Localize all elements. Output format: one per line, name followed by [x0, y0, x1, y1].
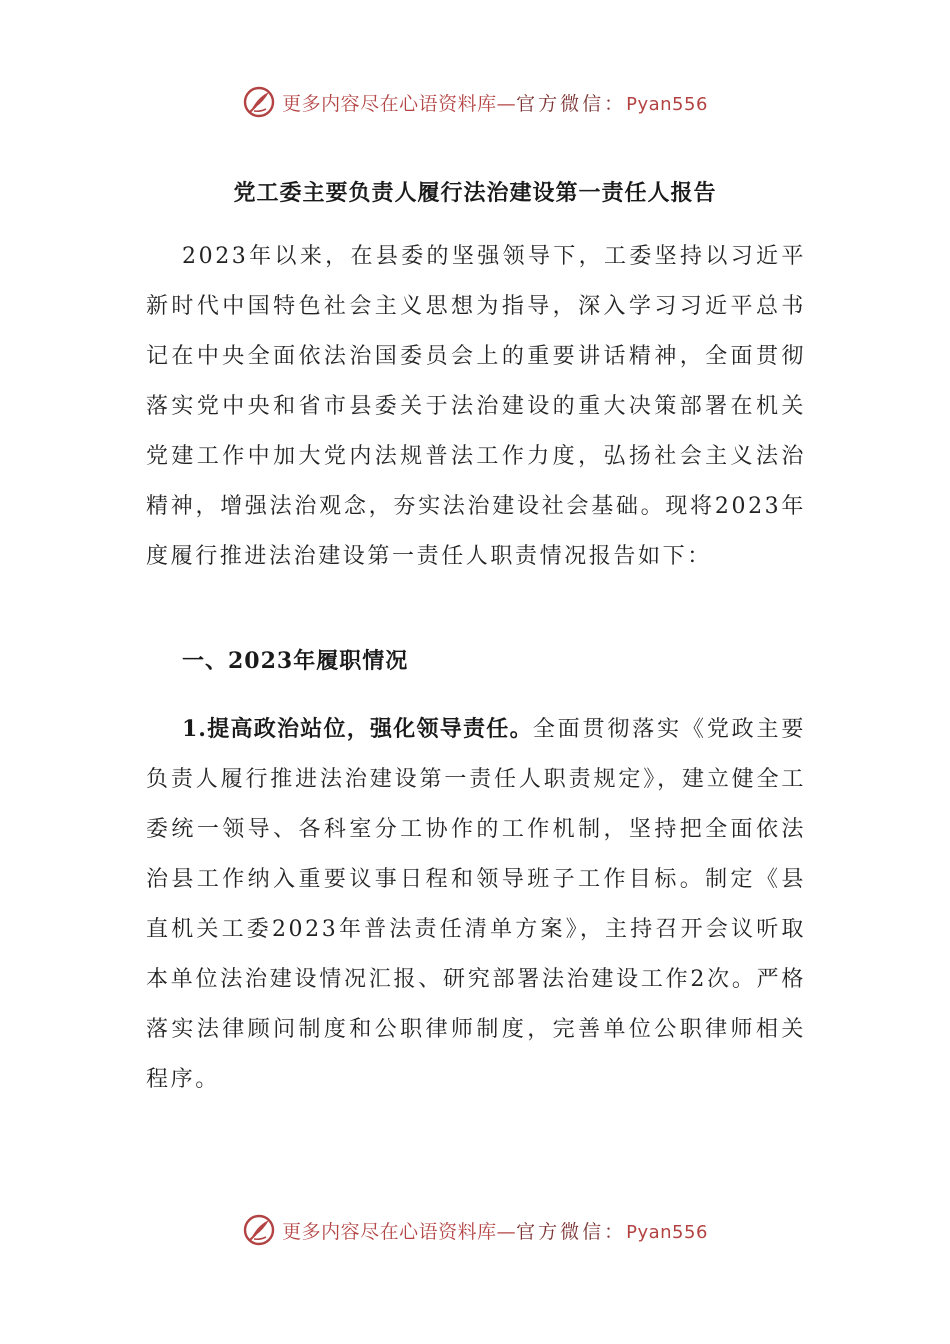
- intro-paragraph: 2023年以来，在县委的坚强领导下，工委坚持以习近平新时代中国特色社会主义思想为指导，深入学习习近平总书记在中央全面依法治国委员会上的重要讲话精神，全面贯彻落实党中央和省市县委关于法治建设的重大决策部署在机关党建工作中加大党内法规普法工作力度，弘扬社会主义法治精神，增强法治观念，夯实法治建设社会基础。现将2023年度履行推进法治建设第一责任人职责情况报告如下：: [146, 244, 806, 569]
- quill-logo-icon: [242, 1213, 276, 1247]
- watermark-main: 更多内容尽在心语资料库—: [282, 1220, 517, 1243]
- watermark-wechat-id: Pyan556: [626, 93, 708, 115]
- quill-logo-icon: [242, 85, 276, 119]
- item1-lead: 1.提高政治站位，强化领导责任。: [182, 716, 533, 742]
- document-title: 党工委主要负责人履行法治建设第一责任人报告: [233, 180, 717, 206]
- watermark-wechat-id: Pyan556: [626, 1221, 708, 1243]
- item1-paragraph: [146, 704, 806, 1105]
- watermark-main: 更多内容尽在心语资料库—: [282, 92, 517, 115]
- watermark-banner-bottom: [0, 1210, 950, 1250]
- watermark-banner-top: [0, 82, 950, 122]
- watermark-wechat-label: 官方微信：: [516, 92, 627, 115]
- watermark-text: [282, 89, 708, 116]
- section1-heading: 一、2023年履职情况: [182, 648, 409, 674]
- item1-body: 全面贯彻落实《党政主要负责人履行推进法治建设第一责任人职责规定》，建立健全工委统一领导、各科室分工协作的工作机制，坚持把全面依法治县工作纳入重要议事日程和领导班子工作目标。制定《县直机关工委2023年普法责任清单方案》，主持召开会议听取本单位法治建设情况汇报、研究部署法治建设工作2次。严格落实法律顾问制度和公职律师制度，完善单位公职律师相关程序。: [146, 717, 806, 1092]
- watermark-wechat-label: 官方微信：: [516, 1220, 627, 1243]
- watermark-text: [282, 1217, 708, 1244]
